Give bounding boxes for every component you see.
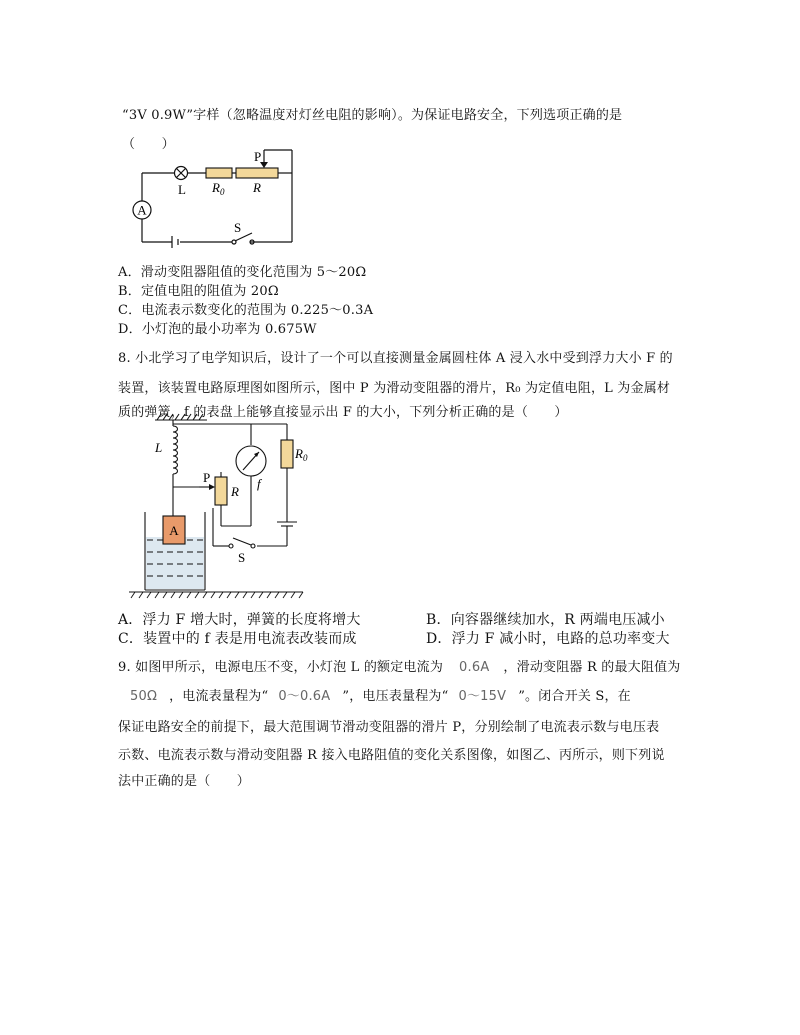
- r0-label: $R_0$: [212, 180, 225, 197]
- slider-label: P: [203, 470, 211, 485]
- q9-stem-line-5: 法中正确的是（ ）: [118, 774, 251, 789]
- rheostat-label: R: [253, 180, 261, 195]
- switch-label: S: [234, 220, 242, 235]
- r0-label: $R_0$: [295, 446, 308, 463]
- q7-option-b: B．定值电阻的阻值为 20Ω: [118, 284, 279, 299]
- q8-option-d: D．浮力 F 减小时，电路的总功率变大: [426, 631, 670, 647]
- max-resistance: 50Ω: [130, 689, 158, 704]
- meter-label: f: [257, 476, 261, 491]
- ammeter-label: A: [137, 202, 147, 218]
- lamp-label: L: [178, 182, 186, 197]
- block-a-label: A: [169, 523, 179, 538]
- switch-label: S: [238, 550, 246, 565]
- q9-stem-line-2: 50Ω ，电流表量程为“ 0～0.6A ”，电压表量程为“ 0～15V ”。闭合开关 S，在: [130, 689, 631, 704]
- q8-option-a: A．浮力 F 增大时，弹簧的长度将增大: [118, 612, 361, 628]
- q7-option-d: D．小灯泡的最小功率为 0.675W: [118, 322, 317, 337]
- q8-stem-line-3: 质的弹簧，f 的表盘上能够直接显示出 F 的大小，下列分析正确的是（ ）: [118, 405, 568, 420]
- q9-stem-line-4: 示数、电流表示数与滑动变阻器 R 接入电路阻值的变化关系图像，如图乙、丙所示，则下列说: [118, 748, 665, 763]
- q7-stem-line-1: “3V 0.9W”字样（忽略温度对灯丝电阻的影响）。为保证电路安全，下列选项正确的是: [122, 108, 623, 123]
- q9-stem-line-1: 9. 如图甲所示，电源电压不变，小灯泡 L 的额定电流为 0.6A ，滑动变阻器 R 的最大阻值为: [118, 660, 681, 675]
- spring-label: L: [155, 440, 163, 455]
- q7-circuit-diagram: [128, 146, 298, 248]
- ammeter-range: 0～0.6A: [278, 689, 331, 704]
- rheostat-label: R: [231, 484, 239, 499]
- slider-label: P: [254, 149, 262, 164]
- q8-apparatus-diagram: [125, 412, 308, 602]
- q9-stem-line-3: 保证电路安全的前提下，最大范围调节滑动变阻器的滑片 P，分别绘制了电流表示数与电压表: [118, 720, 660, 735]
- q8-stem-line-2: 装置，该装置电路原理图如图所示，图中 P 为滑动变阻器的滑片，R₀ 为定值电阻，L 为金属材: [118, 381, 671, 396]
- q7-stem-line-2: （ ）: [122, 137, 175, 152]
- rated-current: 0.6A: [459, 660, 490, 675]
- q8-option-b: B．向容器继续加水，R 两端电压减小: [426, 612, 665, 628]
- q7-option-a: A．滑动变阻器阻值的变化范围为 5～20Ω: [118, 265, 367, 280]
- q7-option-c: C．电流表示数变化的范围为 0.225～0.3A: [118, 303, 374, 318]
- q8-option-c: C．装置中的 f 表是用电流表改装而成: [118, 631, 357, 647]
- q8-stem-line-1: 8. 小北学习了电学知识后，设计了一个可以直接测量金属圆柱体 A 浸入水中受到浮力大小 F 的: [118, 351, 673, 366]
- voltmeter-range: 0～15V: [458, 689, 507, 704]
